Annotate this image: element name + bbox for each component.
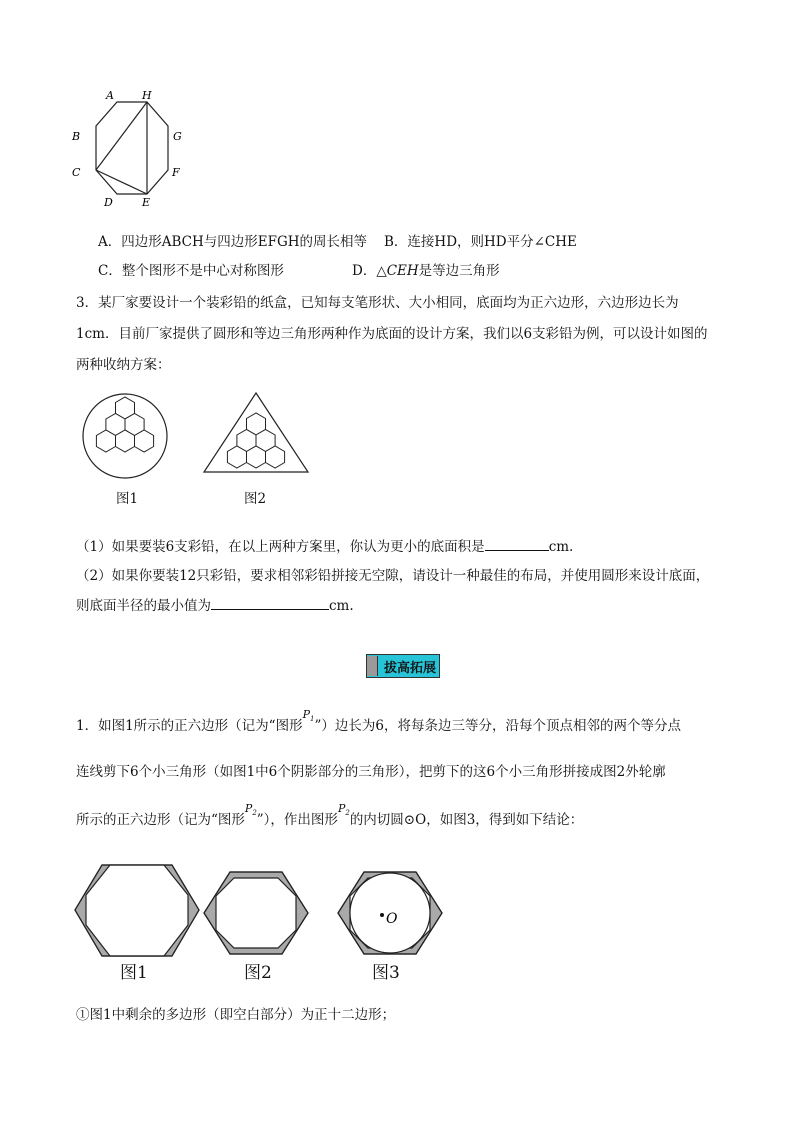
- section-badge: [366, 654, 440, 678]
- vertex-label-g: G: [173, 130, 182, 143]
- hexagon-figure-3: [336, 870, 446, 956]
- pencil-hexagon: [266, 446, 285, 468]
- p2-subscript-b: 2: [345, 809, 350, 818]
- ext-fig2-caption: 图2: [244, 963, 272, 983]
- diagonal-ch: [96, 102, 147, 170]
- q3-sub2-unit: cm.: [329, 598, 354, 614]
- option-d-suffix: 是等边三角形: [418, 263, 500, 279]
- option-d: [352, 262, 500, 280]
- ext-fig1-caption: 图1: [120, 963, 148, 983]
- ext1-line1-b: ”）边长为6，将每条边三等分，沿每个顶点相邻的两个等分点: [314, 718, 681, 734]
- q3-sub2-line2: [76, 597, 354, 615]
- ext1-line3-c: 的内切圆⊙O，如图3，得到如下结论：: [349, 812, 584, 828]
- ext1-line1: [76, 708, 681, 740]
- q3-sub2-text: 则底面半径的最小值为: [76, 598, 211, 614]
- q3-line1: 3．某厂家要设计一个装彩铅的纸盒，已知每支笔形状、大小相同，底面均为正六边形，六边形边长为: [76, 295, 679, 311]
- fig1-caption: 图1: [116, 491, 139, 507]
- dodecagon-fig1: [86, 865, 188, 956]
- ext1-line3: [76, 802, 584, 834]
- center-point: [380, 913, 384, 917]
- vertex-label-a: A: [106, 89, 114, 102]
- vertex-label-d: D: [104, 196, 113, 209]
- center-label: O: [386, 911, 398, 927]
- diagonal-ce: [96, 170, 147, 194]
- q3-sub1-text: （1）如果要装6支彩铅，在以上两种方案里，你认为更小的底面积是: [76, 539, 485, 555]
- ext1-line3-b: ”），作出图形: [256, 812, 338, 828]
- p2-letter-a: P: [244, 802, 253, 815]
- q3-line3: 两种收纳方案：: [76, 357, 171, 373]
- p1-letter: P: [302, 708, 310, 721]
- ext1-line3-a: 所示的正六边形（记为“图形: [76, 812, 245, 828]
- vertex-label-b: B: [72, 130, 81, 143]
- ext-fig3-caption: 图3: [372, 963, 400, 983]
- conclusion-1: ①图1中剩余的多边形（即空白部分）为正十二边形；: [76, 1007, 396, 1023]
- p2-subscript-a: 2: [252, 809, 257, 818]
- answer-blank-1[interactable]: [485, 538, 549, 551]
- pencil-hexagon: [116, 430, 135, 452]
- vertex-label-h: H: [142, 89, 152, 102]
- pencil-hexagon: [227, 446, 246, 468]
- q3-sub1: [76, 538, 573, 556]
- pencil-hexagon: [96, 430, 115, 452]
- ext1-line2: 连线剪下6个小三角形（如图1中6个阴影部分的三角形），把剪下的这6个小三角形拼接成图2外轮廓: [76, 764, 666, 780]
- p2-symbol-b: [337, 802, 350, 818]
- pencil-hexagon: [135, 430, 154, 452]
- hexagon-figure-2: [202, 870, 312, 956]
- vertex-label-f: F: [172, 166, 180, 179]
- q3-sub1-unit: cm.: [548, 539, 574, 555]
- option-c: C．整个图形不是中心对称图形: [98, 263, 284, 279]
- option-d-triangle: △CEH: [376, 263, 419, 279]
- q3-line2: 1cm．目前厂家提供了圆形和等边三角形两种作为底面的设计方案，我们以6支彩铅为例，可以设计如图的: [76, 326, 708, 342]
- p1-subscript: 1: [310, 715, 315, 724]
- answer-blank-2[interactable]: [211, 597, 329, 610]
- q3-sub2-line1: （2）如果你要装12只彩铅，要求相邻彩铅拼接无空隙，请设计一种最佳的布局，并使用圆形来设计底面，: [76, 568, 710, 584]
- triangle-hexagon-figure: [202, 390, 312, 480]
- option-b: B．连接HD，则HD平分∠CHE: [384, 234, 577, 250]
- vertex-label-e: E: [142, 196, 151, 209]
- circle-hexagon-figure: [80, 390, 170, 480]
- section-title: 拔高拓展: [384, 660, 437, 676]
- octagon-figure: [60, 88, 200, 218]
- inner-hexagon-fig2: [216, 878, 296, 948]
- vertex-label-c: C: [72, 166, 81, 179]
- option-d-prefix: D．: [352, 263, 377, 279]
- p2-symbol-a: [244, 802, 257, 818]
- hexagon-figure-1: [72, 862, 202, 962]
- section-badge-marker: [367, 656, 378, 676]
- p1-symbol: [302, 708, 315, 724]
- ext1-line1-a: 1．如图1所示的正六边形（记为“图形: [76, 718, 303, 734]
- pencil-hexagon: [247, 446, 266, 468]
- option-a: A．四边形ABCH与四边形EFGH的周长相等: [98, 234, 368, 250]
- fig2-caption: 图2: [244, 491, 267, 507]
- p2-letter-b: P: [337, 802, 346, 815]
- octagon-shape: [96, 102, 168, 194]
